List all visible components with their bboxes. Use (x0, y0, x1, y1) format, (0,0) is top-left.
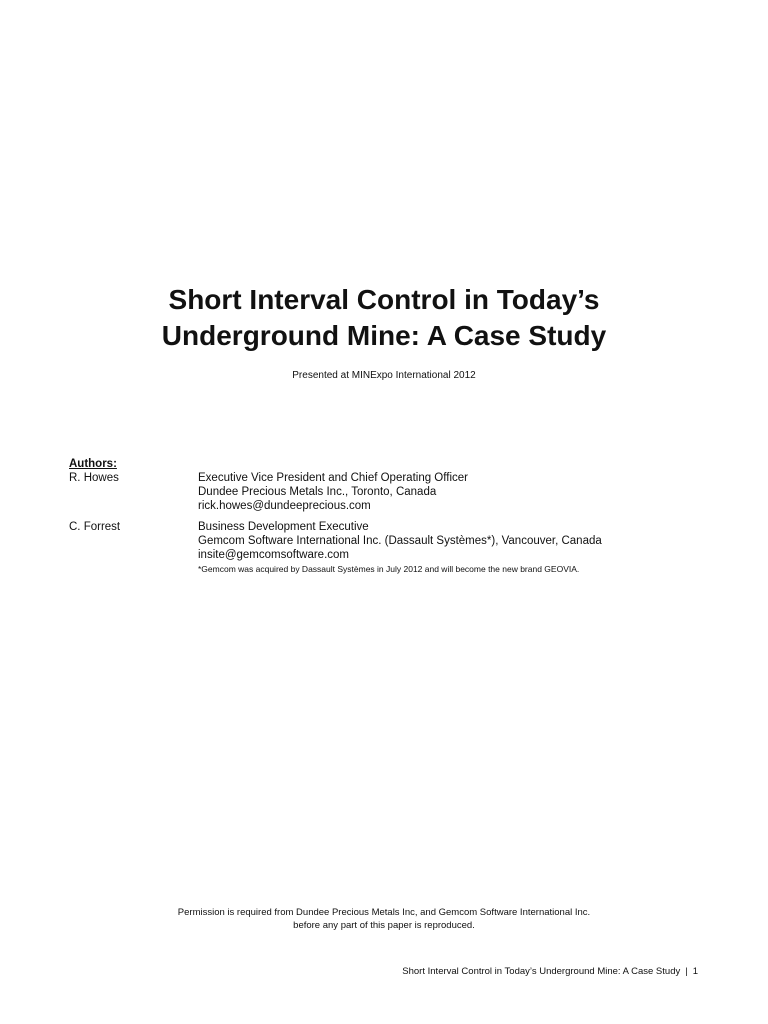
running-title: Short Interval Control in Today’s Underground Mine: A Case Study (402, 966, 681, 977)
paper-title-line-2: Underground Mine: A Case Study (161, 320, 607, 351)
author-name: C. Forrest (69, 521, 121, 533)
presented-at-note: Presented at MINExpo International 2012 (292, 370, 476, 381)
footer-separator: | (685, 966, 688, 977)
author-details (198, 471, 468, 513)
permission-notice (0, 907, 768, 932)
author-organization: Dundee Precious Metals Inc., Toronto, Canada (198, 486, 437, 498)
author-email: rick.howes@dundeeprecious.com (198, 500, 371, 512)
author-details (198, 520, 602, 576)
authors-heading: Authors: (69, 458, 117, 470)
author-organization: Gemcom Software International Inc. (Dassault Systèmes*), Vancouver, Canada (198, 535, 602, 547)
page-number: 1 (692, 966, 698, 977)
author-position: Executive Vice President and Chief Operating Officer (198, 472, 468, 484)
permission-line-2: before any part of this paper is reproduced. (293, 919, 475, 931)
author-name: R. Howes (69, 472, 119, 484)
permission-line-1: Permission is required from Dundee Precious Metals Inc, and Gemcom Software International Inc. (177, 907, 591, 918)
acquisition-footnote: *Gemcom was acquired by Dassault Systèmes in July 2012 and will become the new brand GEOVIA. (198, 564, 580, 574)
page-footer (402, 966, 698, 978)
paper-title (0, 282, 768, 354)
paper-title-line-1: Short Interval Control in Today’s (168, 284, 600, 315)
author-email: insite@gemcomsoftware.com (198, 549, 349, 561)
author-position: Business Development Executive (198, 521, 369, 533)
